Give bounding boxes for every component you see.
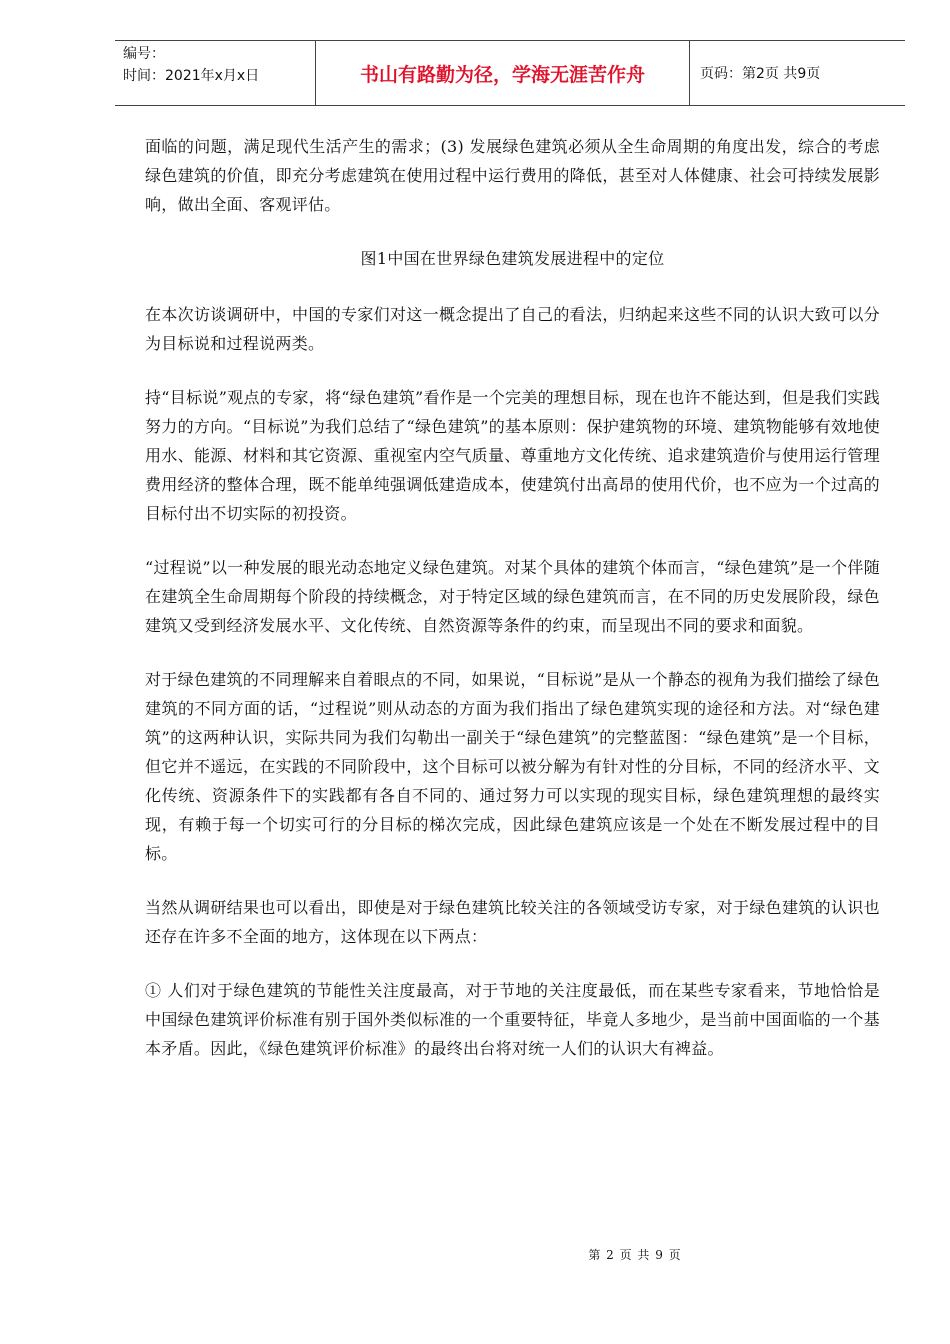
footer-page-number: 第 2 页 共 9 页	[588, 1248, 682, 1262]
header-motto: 书山有路勤为径，学海无涯苦作舟	[359, 63, 645, 86]
document-body	[145, 132, 880, 1088]
header-page-cell	[690, 41, 905, 105]
header-meta	[115, 41, 315, 105]
document-time-label: 时间：2021年x月x日	[123, 68, 260, 84]
header-page-number: 页码：第2页 共9页	[700, 66, 821, 82]
page-header	[115, 40, 905, 106]
paragraph: 持“目标说”观点的专家，将“绿色建筑”看作是一个完美的理想目标，现在也许不能达到，但是我们实践努力的方向。“目标说”为我们总结了“绿色建筑”的基本原则：保护建筑物的环境、建筑物能够有效地使用水、能源、材料和其它资源、重视室内空气质量、尊重地方文化传统、追求建筑造价与使用运行管理费用经济的整体合理，既不能单纯强调低建造成本，使建筑付出高昂的使用代价，也不应为一个过高的目标付出不切实际的初投资。	[145, 388, 880, 523]
paragraph: 面临的问题，满足现代生活产生的需求；(3) 发展绿色建筑必须从全生命周期的角度出发，综合的考虑绿色建筑的价值，即充分考虑建筑在使用过程中运行费用的降低，甚至对人体健康、社会可持续发展影响，做出全面、客观评估。	[145, 137, 880, 214]
header-motto-cell	[315, 41, 690, 105]
paragraph: 当然从调研结果也可以看出，即使是对于绿色建筑比较关注的各领域受访专家，对于绿色建筑的认识也还存在许多不全面的地方，这体现在以下两点：	[145, 898, 880, 946]
page-footer	[0, 1246, 950, 1263]
paragraph: ① 人们对于绿色建筑的节能性关注度最高，对于节地的关注度最低，而在某些专家看来，节地恰恰是中国绿色建筑评价标准有别于国外类似标准的一个重要特征，毕竟人多地少，是当前中国面临的一个基本矛盾。因此，《绿色建筑评价标准》的最终出台将对统一人们的认识大有裨益。	[145, 981, 880, 1058]
paragraph: “过程说”以一种发展的眼光动态地定义绿色建筑。对某个具体的建筑个体而言，“绿色建筑”是一个伴随在建筑全生命周期每个阶段的持续概念，对于特定区域的绿色建筑而言，在不同的历史发展阶段，绿色建筑又受到经济发展水平、文化传统、自然资源等条件的约束，而呈现出不同的要求和面貌。	[145, 558, 880, 635]
document-number-label: 编号：	[123, 46, 165, 62]
paragraph: 在本次访谈调研中，中国的专家们对这一概念提出了自己的看法，归纳起来这些不同的认识大致可以分为目标说和过程说两类。	[145, 305, 880, 353]
paragraph: 对于绿色建筑的不同理解来自着眼点的不同，如果说，“目标说”是从一个静态的视角为我们描绘了绿色建筑的不同方面的话，“过程说”则从动态的方面为我们指出了绿色建筑实现的途径和方法。对“绿色建筑”的这两种认识，实际共同为我们勾勒出一副关于“绿色建筑”的完整蓝图：“绿色建筑”是一个目标，但它并不遥远，在实践的不同阶段中，这个目标可以被分解为有针对性的分目标，不同的经济水平、文化传统、资源条件下的实践都有各自不同的、通过努力可以实现的现实目标，绿色建筑理想的最终实现，有赖于每一个切实可行的分目标的梯次完成，因此绿色建筑应该是一个处在不断发展过程中的目标。	[145, 670, 880, 863]
figure-caption: 图1中国在世界绿色建筑发展进程中的定位	[360, 249, 665, 268]
